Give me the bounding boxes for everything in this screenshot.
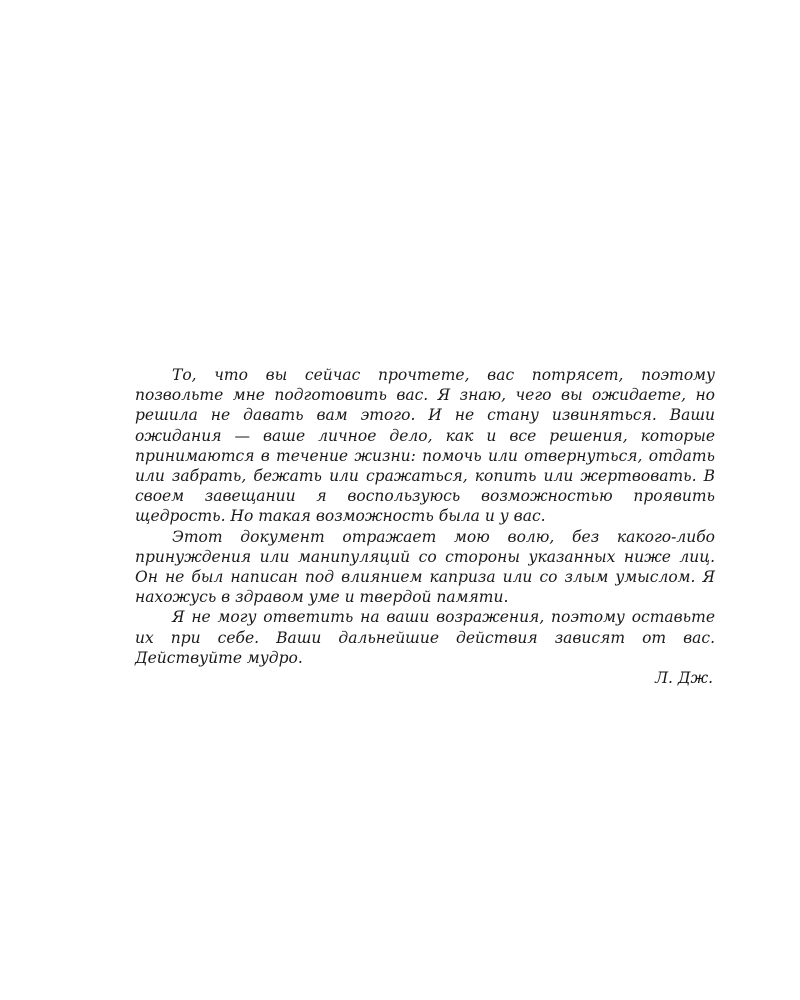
signature: Л. Дж.	[655, 669, 713, 688]
paragraph-2: Этот документ отражает мою волю, без какого-либо принуждения или манипуляций со стороны указанных ниже лиц. Он не был написан под влиянием каприза или со злым умыслом. Я нахожусь в здравом уме и твердой памяти.	[135, 527, 715, 607]
paragraph-1: То, что вы сейчас прочтете, вас потрясет, поэтому позвольте мне подготовить вас. Я знаю, чего вы ожидаете, но решила не давать вам этого. И не стану извиняться. Ваши ожидания — ваше личное дело, как и все решения, которые принимаются в течение жизни: помочь или отвернуться, отдать или забрать, бежать или сражаться, копить или жертвовать. В своем завещании я воспользуюсь возможностью проявить щедрость. Но такая возможность была и у вас.	[135, 366, 715, 526]
letter-body	[135, 365, 715, 688]
paragraph-3: Я не могу ответить на ваши возражения, поэтому оставьте их при себе. Ваши дальнейшие действия зависят от вас. Действуйте мудро.	[135, 608, 715, 667]
